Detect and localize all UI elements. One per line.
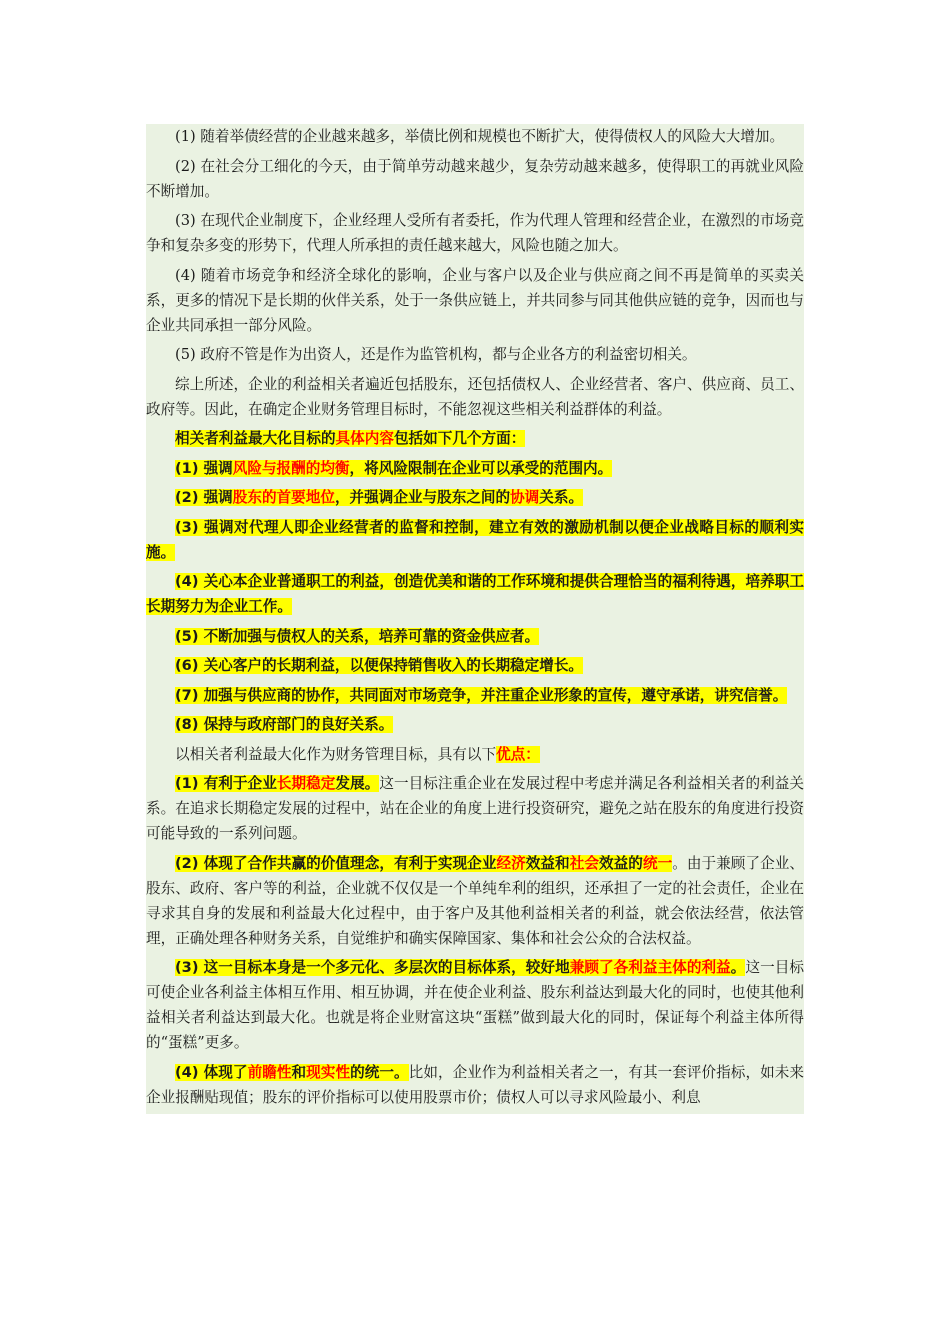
highlighted-text: 和 [291,1063,307,1081]
paragraph [146,1060,804,1110]
paragraph [146,342,804,367]
body-text: 这一目标可使企业各利益主体相互作用、相互协调，并在使企业利益、股东利益达到最大化的同时，也使其他利益相关者利益达到最大化。也就是将企业财富这块“蛋糕”做到最大化的同时，保证每个利益主体所得的“蛋糕”更多。 [146,959,804,1051]
highlighted-text: 发展。 [335,775,380,792]
paragraph [146,124,804,149]
highlighted-text: (1) 强调 [175,459,233,477]
highlighted-text: (1) 有利于企业 [175,775,277,792]
highlighted-text: 包括如下几个方面： [393,430,526,447]
paragraph [146,426,804,451]
paragraph [146,851,804,951]
paragraph [146,712,804,737]
emphasis-text: 股东的首要地位 [232,489,335,506]
highlighted-text: 。 [730,959,746,976]
body-text: 。由于兼顾了企业、股东、政府、客户等的利益，企业就不仅仅是一个单纯牟利的组织，还承担了一定的社会责任，企业在寻求其自身的发展和利益最大化过程中，由于客户及其他利益相关者的利益，就会依法经营，依法管理，正确处理各种财务关系，自觉维护和确实保障国家、集体和社会公众的合法权益。 [146,854,804,947]
highlighted-text: 关系。 [539,489,584,506]
emphasis-text: 协调 [510,489,540,506]
emphasis-text: 兼顾了各利益主体的利益 [569,959,731,976]
emphasis-text: 风险与报酬的均衡 [232,459,350,477]
paragraph [146,653,804,678]
emphasis-text: 现实性 [306,1063,351,1081]
body-text: (5) 政府不管是作为出资人，还是作为监管机构，都与企业各方的利益密切相关。 [175,346,697,363]
paragraph [146,515,804,565]
body-text: 这一目标注重企业在发展过程中考虑并满足各利益相关者的利益关系。在追求长期稳定发展的过程中，站在企业的角度上进行投资研究，避免之站在股东的角度进行投资可能导致的一系列问题。 [146,775,804,842]
highlighted-text: (2) 强调 [175,489,233,506]
paragraph [146,154,804,204]
emphasis-text: 社会 [569,854,599,872]
highlighted-text: (3) 强调对代理人即企业经营者的监督和控制，建立有效的激励机制以便企业战略目标的顺利实施。 [146,518,804,561]
paragraph [146,485,804,510]
highlighted-text: ，并强调企业与股东之间的 [334,489,511,506]
highlighted-text: 相关者利益最大化目标的 [175,430,336,447]
paragraph [146,208,804,258]
highlighted-text: (4) 关心本企业普通职工的利益，创造优美和谐的工作环境和提供合理恰当的福利待遇，培养职工长期努力为企业工作。 [146,573,804,615]
paragraph [146,624,804,649]
highlighted-text: (4) 体现了 [175,1063,248,1081]
paragraph [146,263,804,338]
body-text: (2) 在社会分工细化的今天，由于简单劳动越来越少，复杂劳动越来越多，使得职工的再就业风险不断增加。 [146,157,804,200]
highlighted-text: (8) 保持与政府部门的良好关系。 [175,716,394,733]
highlighted-text: (5) 不断加强与债权人的关系，培养可靠的资金供应者。 [175,627,540,645]
emphasis-text: 长期稳定 [276,775,336,792]
highlighted-text: (3) 这一目标本身是一个多元化、多层次的目标体系，较好地 [175,959,570,976]
highlighted-text: 效益和 [525,854,570,872]
highlighted-text: 的统一。 [350,1063,409,1081]
highlighted-text: 效益的 [599,854,643,872]
paragraph [146,955,804,1055]
highlighted-text: (7) 加强与供应商的协作，共同面对市场竞争，并注重企业形象的宣传，遵守承诺，讲究信誉。 [175,686,788,704]
emphasis-text: 优点： [496,745,540,763]
document-body [146,124,804,1114]
body-text: 综上所述，企业的利益相关者遍近包括股东，还包括债权人、企业经营者、客户、供应商、员工、政府等。因此，在确定企业财务管理目标时，不能忽视这些相关利益群体的利益。 [146,375,804,418]
body-text: (1) 随着举债经营的企业越来越多，举债比例和规模也不断扩大，使得债权人的风险大大增加。 [175,128,785,145]
paragraph [146,742,804,767]
paragraph [146,683,804,708]
paragraph [146,456,804,481]
body-text: (4) 随着市场竞争和经济全球化的影响，企业与客户以及企业与供应商之间不再是简单的买卖关系，更多的情况下是长期的伙伴关系，处于一条供应链上，并共同参与同其他供应链的竞争，因而也与企业共同承担一部分风险。 [146,266,804,334]
emphasis-text: 前瞻性 [247,1063,292,1081]
paragraph [146,569,804,619]
paragraph [146,372,804,422]
highlighted-text: ，将风险限制在企业可以承受的范围内。 [349,459,613,477]
body-text: (3) 在现代企业制度下，企业经理人受所有者委托，作为代理人管理和经营企业，在激烈的市场竞争和复杂多变的形势下，代理人所承担的责任越来越大，风险也随之加大。 [146,212,804,254]
body-text: 以相关者利益最大化作为财务管理目标，具有以下 [175,745,497,763]
highlighted-text: (2) 体现了合作共赢的价值理念，有利于实现企业 [175,854,497,872]
highlighted-text: (6) 关心客户的长期利益，以便保持销售收入的长期稳定增长。 [175,657,584,674]
paragraph [146,771,804,846]
emphasis-text: 经济 [496,854,526,872]
emphasis-text: 具体内容 [335,430,394,447]
body-text: 比如，企业作为利益相关者之一，有其一套评价指标，如未来企业报酬贴现值；股东的评价指标可以使用股票市价；债权人可以寻求风险最小、利息 [146,1063,804,1106]
emphasis-text: 统一 [642,854,673,872]
